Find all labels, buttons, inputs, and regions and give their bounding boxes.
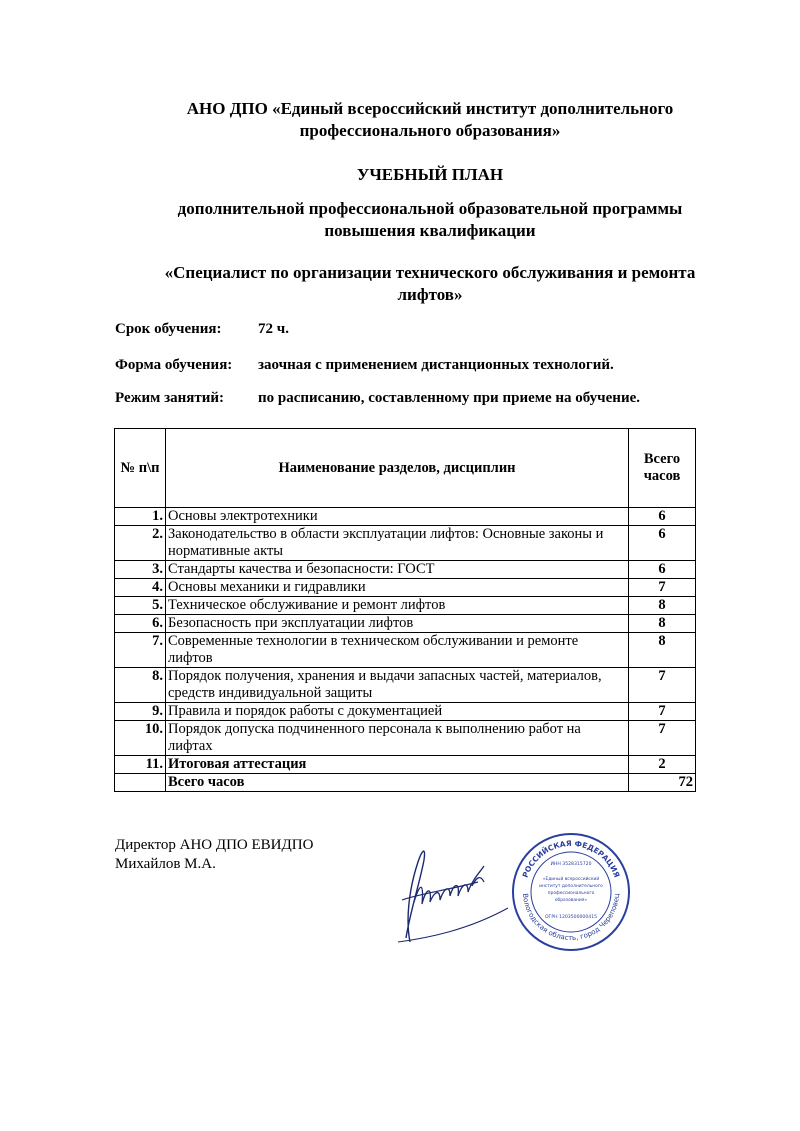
- header-name: Наименование разделов, дисциплин: [166, 429, 629, 508]
- official-stamp: [509, 830, 633, 954]
- row-hours: 6: [629, 508, 696, 526]
- row-name: Основы механики и гидравлики: [166, 579, 629, 597]
- mode-row: [115, 390, 640, 407]
- table-row: [115, 579, 696, 597]
- form-value: заочная с применением дистанционных технологий.: [258, 357, 614, 373]
- row-name: Порядок получения, хранения и выдачи запасных частей, материалов, средств индивидуальной защиты: [166, 668, 629, 703]
- table-row: [115, 633, 696, 668]
- handwritten-signature: [388, 842, 520, 948]
- organization-name: АНО ДПО «Единый всероссийский институт дополнительного профессионального образования»: [186, 99, 674, 140]
- row-num: 11.: [115, 756, 166, 774]
- duration-label: Срок обучения:: [115, 321, 222, 337]
- row-hours: 6: [629, 561, 696, 579]
- stamp-inn: ИНН 3528315720: [550, 862, 592, 867]
- header-num: № п\п: [115, 429, 166, 508]
- row-hours: 8: [629, 633, 696, 668]
- table-row: [115, 597, 696, 615]
- row-hours: 7: [629, 703, 696, 721]
- duration-row: [115, 321, 289, 338]
- table-row: [115, 508, 696, 526]
- row-num: 7.: [115, 633, 166, 668]
- row-num: 9.: [115, 703, 166, 721]
- row-hours: 8: [629, 615, 696, 633]
- table-row: [115, 668, 696, 703]
- mode-value: по расписанию, составленному при приеме на обучение.: [258, 390, 640, 406]
- stamp-center-line1: «Единый всероссийский: [542, 877, 600, 882]
- row-name: Порядок допуска подчиненного персонала к выполнению работ на лифтах: [166, 721, 629, 756]
- row-hours: 7: [629, 668, 696, 703]
- row-num: 1.: [115, 508, 166, 526]
- total-hours: 72: [629, 774, 696, 792]
- director-signature-block: [115, 836, 313, 874]
- total-num-cell: [115, 774, 166, 792]
- header-hours: Всего часов: [629, 429, 696, 508]
- stamp-ring-bottom: Вологодская область, город Череповец: [520, 893, 622, 943]
- stamp-center-line2: институт дополнительного: [539, 884, 603, 889]
- table-row: [115, 721, 696, 756]
- row-name: Стандарты качества и безопасности: ГОСТ: [166, 561, 629, 579]
- table-row: [115, 615, 696, 633]
- table-row: [115, 703, 696, 721]
- row-num: 8.: [115, 668, 166, 703]
- row-name: Правила и порядок работы с документацией: [166, 703, 629, 721]
- row-name: Современные технологии в техническом обслуживании и ремонте лифтов: [166, 633, 629, 668]
- total-row: [115, 774, 696, 792]
- mode-label: Режим занятий:: [115, 390, 225, 406]
- row-name: Итоговая аттестация: [166, 756, 629, 774]
- row-name: Законодательство в области эксплуатации лифтов: Основные законы и нормативные акты: [166, 526, 629, 561]
- row-num: 4.: [115, 579, 166, 597]
- document-subtitle: дополнительной профессиональной образовательной программы повышения квалификации: [177, 199, 683, 240]
- duration-value: 72 ч.: [258, 321, 289, 337]
- stamp-center-line3: профессионального: [547, 891, 595, 896]
- program-name: «Специалист по организации технического обслуживания и ремонта лифтов»: [164, 263, 696, 304]
- form-label: Форма обучения:: [115, 357, 233, 373]
- row-hours: 7: [629, 579, 696, 597]
- table-row: [115, 561, 696, 579]
- row-hours: 7: [629, 721, 696, 756]
- table-row: [115, 756, 696, 774]
- stamp-ring-top: РОССИЙСКАЯ ФЕДЕРАЦИЯ: [520, 838, 622, 879]
- row-num: 2.: [115, 526, 166, 561]
- form-row: [115, 357, 614, 374]
- stamp-center-line4: образования»: [554, 898, 588, 903]
- table-row: [115, 526, 696, 561]
- row-name: Безопасность при эксплуатации лифтов: [166, 615, 629, 633]
- row-num: 6.: [115, 615, 166, 633]
- row-hours: 8: [629, 597, 696, 615]
- table-header-row: [115, 429, 696, 508]
- document-title: УЧЕБНЫЙ ПЛАН: [356, 165, 504, 184]
- row-name: Основы электротехники: [166, 508, 629, 526]
- row-num: 5.: [115, 597, 166, 615]
- row-name: Техническое обслуживание и ремонт лифтов: [166, 597, 629, 615]
- curriculum-table: [114, 428, 696, 792]
- stamp-ogrn: ОГРН 1203500000415: [544, 915, 598, 920]
- row-num: 10.: [115, 721, 166, 756]
- director-title: Директор АНО ДПО ЕВИДПО: [115, 837, 314, 853]
- row-hours: 2: [629, 756, 696, 774]
- total-label: Всего часов: [166, 774, 629, 792]
- row-num: 3.: [115, 561, 166, 579]
- director-name: Михайлов М.А.: [115, 856, 216, 872]
- row-hours: 6: [629, 526, 696, 561]
